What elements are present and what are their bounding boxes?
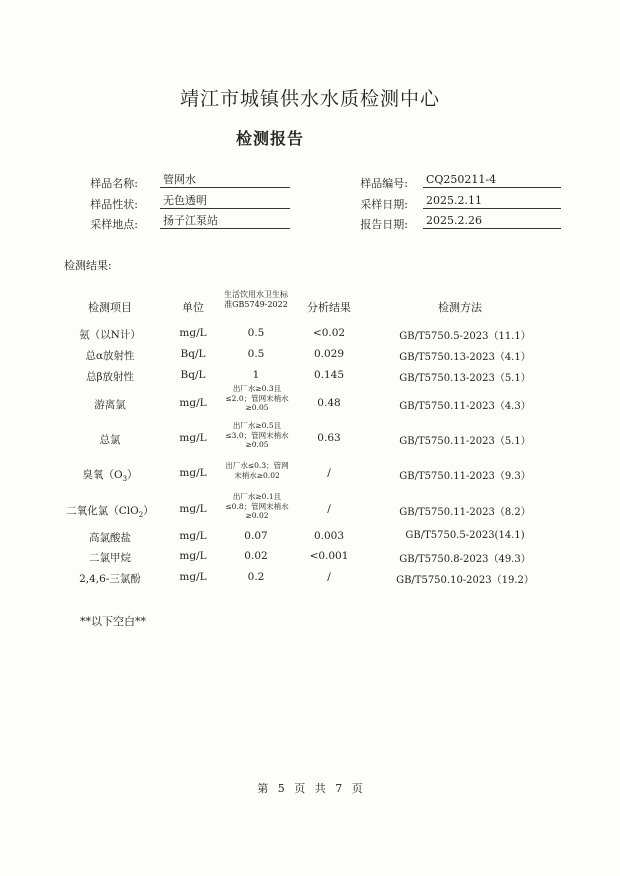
sample-nature-label: 样品性状: (90, 198, 138, 211)
table-cell-method: GB/T5750.11-2023（8.2） (399, 507, 531, 518)
blank-note: **以下空白** (80, 615, 146, 628)
table-cell-unit: mg/L (179, 397, 207, 409)
sampling-location-value: 扬子江泵站 (160, 214, 290, 229)
table-cell-item (60, 467, 160, 483)
sample-name-label: 样品名称: (90, 177, 138, 190)
table-cell-standard: 出厂水≥0.1且≤0.8；管网末梢水≥0.02 (225, 492, 289, 520)
table-cell-result: / (327, 571, 331, 583)
organization-title: 靖江市城镇供水水质检测中心 (179, 88, 440, 110)
table-cell-method: GB/T5750.8-2023（49.3） (399, 554, 531, 565)
table-cell-method: GB/T5750.11-2023（9.3） (399, 471, 531, 482)
results-label: 检测结果: (64, 259, 112, 272)
table-cell-unit: mg/L (179, 571, 207, 583)
table-cell-unit: mg/L (179, 432, 207, 444)
item-text-end: ） (143, 505, 154, 517)
table-cell-method: GB/T5750.5-2023(14.1) (405, 530, 525, 541)
table-cell-method: GB/T5750.10-2023（19.2） (396, 575, 534, 586)
page-number: 第 5 页 共 7 页 (257, 782, 363, 795)
table-cell-unit: mg/L (179, 503, 207, 515)
column-header-method: 检测方法 (438, 301, 482, 314)
table-cell-item: 总α放射性 (85, 350, 135, 362)
sampling-location-label: 采样地点: (90, 218, 138, 231)
table-cell-unit: mg/L (179, 550, 207, 562)
table-cell-standard: 1 (252, 369, 260, 381)
column-header-standard: 生活饮用水卫生标准GB5749-2022 (224, 290, 288, 309)
column-header-unit: 单位 (182, 301, 204, 314)
item-text-end: ） (127, 469, 138, 481)
item-subscript: 2 (138, 511, 144, 520)
table-cell-unit: mg/L (179, 467, 207, 479)
table-cell-result: 0.48 (317, 397, 341, 409)
table-cell-item: 总β放射性 (85, 371, 135, 383)
table-cell-method: GB/T5750.13-2023（4.1） (399, 352, 531, 363)
table-cell-result: / (327, 467, 331, 479)
table-cell-unit: Bq/L (180, 348, 206, 360)
item-text: 二氧化氯（ClO (66, 505, 139, 517)
table-cell-standard: 0.2 (247, 571, 265, 583)
table-cell-item: 二氯甲烷 (89, 552, 131, 564)
table-cell-result: 0.63 (317, 432, 341, 444)
sample-id-label: 样品编号: (360, 177, 408, 190)
table-cell-result: / (327, 503, 331, 515)
report-title: 检测报告 (236, 129, 305, 148)
column-header-item: 检测项目 (88, 301, 132, 314)
table-cell-result: 0.145 (313, 369, 345, 381)
item-text: 臭氧（O (82, 469, 123, 481)
table-cell-standard: 0.02 (244, 550, 268, 562)
item-subscript: 3 (122, 475, 128, 484)
table-cell-result: <0.001 (309, 550, 349, 562)
report-date-value: 2025.2.26 (423, 214, 561, 229)
table-cell-unit: Bq/L (180, 369, 206, 381)
sample-nature-value: 无色透明 (160, 194, 290, 209)
table-cell-standard: 0.5 (247, 327, 265, 339)
table-cell-result: <0.02 (312, 327, 346, 339)
table-cell-method: GB/T5750.11-2023（4.3） (399, 401, 531, 412)
report-date-label: 报告日期: (360, 218, 408, 231)
column-header-result: 分析结果 (307, 301, 351, 314)
table-cell-result: 0.029 (313, 348, 345, 360)
table-cell-standard: 出厂水≤0.3；管网末梢水≥0.02 (225, 461, 289, 480)
table-cell-standard: 0.07 (244, 530, 268, 542)
table-cell-item: 氨（以N计） (79, 329, 141, 341)
table-cell-result: 0.003 (313, 530, 345, 542)
table-cell-method: GB/T5750.5-2023（11.1） (399, 331, 531, 342)
sample-name-value: 管网水 (160, 173, 290, 188)
table-cell-item: 游离氯 (94, 399, 126, 411)
table-cell-item: 高氯酸盐 (89, 532, 131, 544)
sampling-date-value: 2025.2.11 (423, 194, 561, 209)
table-cell-method: GB/T5750.11-2023（5.1） (399, 436, 531, 447)
table-cell-standard: 出厂水≥0.5且≤3.0；管网末梢水≥0.05 (225, 421, 289, 449)
table-cell-item: 总氯 (99, 434, 121, 446)
table-cell-unit: mg/L (179, 327, 207, 339)
table-cell-item (60, 503, 160, 519)
table-cell-unit: mg/L (179, 530, 207, 542)
sampling-date-label: 采样日期: (360, 198, 408, 211)
table-cell-standard: 0.5 (247, 348, 265, 360)
table-cell-item: 2,4,6-三氯酚 (79, 573, 141, 585)
sample-id-value: CQ250211-4 (423, 173, 561, 188)
table-cell-method: GB/T5750.13-2023（5.1） (399, 373, 531, 384)
table-cell-standard: 出厂水≥0.3且≤2.0；管网末梢水≥0.05 (225, 384, 289, 412)
